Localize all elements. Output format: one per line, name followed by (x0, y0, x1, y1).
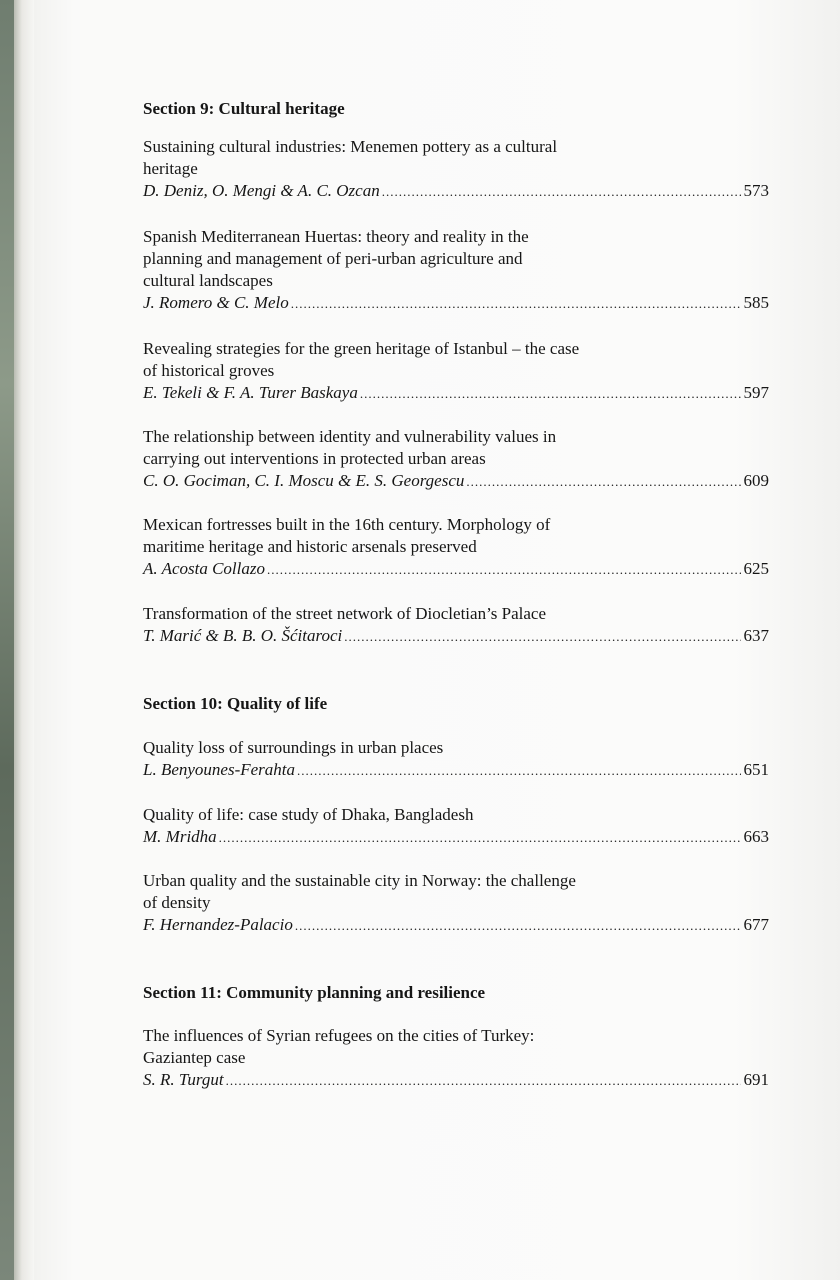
entry-page-number: 625 (743, 559, 769, 578)
entry-title (143, 426, 769, 470)
dot-leader (382, 181, 741, 203)
entry-title (143, 737, 769, 759)
entry-title-line: Spanish Mediterranean Huertas: theory and reality in the (143, 227, 529, 246)
entry-title-line: The influences of Syrian refugees on the cities of Turkey: (143, 1026, 535, 1045)
section-heading: Section 9: Cultural heritage (143, 99, 345, 118)
dot-leader (267, 559, 741, 581)
dot-leader (291, 293, 741, 315)
entry-meta-line (143, 382, 769, 405)
entry-meta-line (143, 759, 769, 782)
entry-authors: J. Romero & C. Melo (143, 293, 289, 312)
entry-page-number: 597 (743, 383, 769, 402)
dot-leader (226, 1070, 741, 1092)
entry-page-number: 691 (743, 1070, 769, 1089)
toc-entry[interactable] (143, 226, 769, 315)
entry-title (143, 136, 769, 180)
entry-meta-line (143, 558, 769, 581)
entry-meta-line (143, 826, 769, 849)
entry-authors: M. Mridha (143, 827, 217, 846)
entry-title (143, 1025, 769, 1069)
toc-entry[interactable] (143, 603, 769, 648)
entry-title-line: of density (143, 893, 211, 912)
entry-title-line: Mexican fortresses built in the 16th century. Morphology of (143, 515, 551, 534)
entry-meta-line (143, 470, 769, 493)
entry-title-line: planning and management of peri-urban agriculture and (143, 249, 523, 268)
dot-leader (297, 760, 740, 782)
entry-title-line: Quality loss of surroundings in urban places (143, 738, 444, 757)
entry-page-number: 677 (743, 915, 769, 934)
entry-meta-line (143, 1069, 769, 1092)
entry-authors: D. Deniz, O. Mengi & A. C. Ozcan (143, 181, 380, 200)
toc-entry[interactable] (143, 426, 769, 493)
entry-authors: S. R. Turgut (143, 1070, 224, 1089)
toc-entry[interactable] (143, 136, 769, 203)
entry-title-line: of historical groves (143, 361, 275, 380)
entry-page-number: 585 (743, 293, 769, 312)
entry-page-number: 573 (743, 181, 769, 200)
entry-meta-line (143, 292, 769, 315)
entry-meta-line (143, 914, 769, 937)
entry-title-line: cultural landscapes (143, 271, 273, 290)
entry-title-line: Urban quality and the sustainable city in Norway: the challenge (143, 871, 576, 890)
entry-authors: C. O. Gociman, C. I. Moscu & E. S. Georgescu (143, 471, 465, 490)
toc-entry[interactable] (143, 804, 769, 849)
entry-title-line: Quality of life: case study of Dhaka, Bangladesh (143, 805, 474, 824)
dot-leader (344, 626, 740, 648)
entry-title (143, 870, 769, 914)
entry-title-line: Sustaining cultural industries: Menemen pottery as a cultural (143, 137, 558, 156)
dot-leader (466, 471, 740, 493)
entry-authors: L. Benyounes-Ferahta (143, 760, 296, 779)
toc-entry[interactable] (143, 870, 769, 937)
toc-entry[interactable] (143, 1025, 769, 1092)
entry-title-line: Revealing strategies for the green heritage of Istanbul – the case (143, 339, 580, 358)
entry-meta-line (143, 180, 769, 203)
entry-authors: T. Marić & B. B. O. Šćitaroci (143, 626, 343, 645)
section-heading: Section 10: Quality of life (143, 694, 328, 713)
book-spine-edge (0, 0, 14, 1280)
dot-leader (295, 915, 741, 937)
entry-page-number: 663 (743, 827, 769, 846)
entry-authors: E. Tekeli & F. A. Turer Baskaya (143, 383, 358, 402)
entry-title (143, 338, 769, 382)
entry-title-line: The relationship between identity and vulnerability values in (143, 427, 557, 446)
entry-authors: A. Acosta Collazo (143, 559, 265, 578)
entry-title-line: Transformation of the street network of Diocletian’s Palace (143, 604, 547, 623)
table-of-contents-page (34, 0, 840, 1280)
entry-page-number: 637 (743, 626, 769, 645)
entry-title (143, 514, 769, 558)
entry-title (143, 603, 769, 625)
entry-title-line: heritage (143, 159, 198, 178)
entry-title (143, 226, 769, 292)
entry-title-line: maritime heritage and historic arsenals preserved (143, 537, 477, 556)
entry-authors: F. Hernandez-Palacio (143, 915, 293, 934)
entry-title-line: carrying out interventions in protected urban areas (143, 449, 486, 468)
entry-meta-line (143, 625, 769, 648)
toc-entry[interactable] (143, 514, 769, 581)
entry-page-number: 651 (743, 760, 769, 779)
dot-leader (219, 827, 741, 849)
dot-leader (360, 383, 741, 405)
entry-title (143, 804, 769, 826)
toc-entry[interactable] (143, 737, 769, 782)
entry-title-line: Gaziantep case (143, 1048, 246, 1067)
section-heading: Section 11: Community planning and resilience (143, 983, 486, 1002)
entry-page-number: 609 (743, 471, 769, 490)
toc-entry[interactable] (143, 338, 769, 405)
